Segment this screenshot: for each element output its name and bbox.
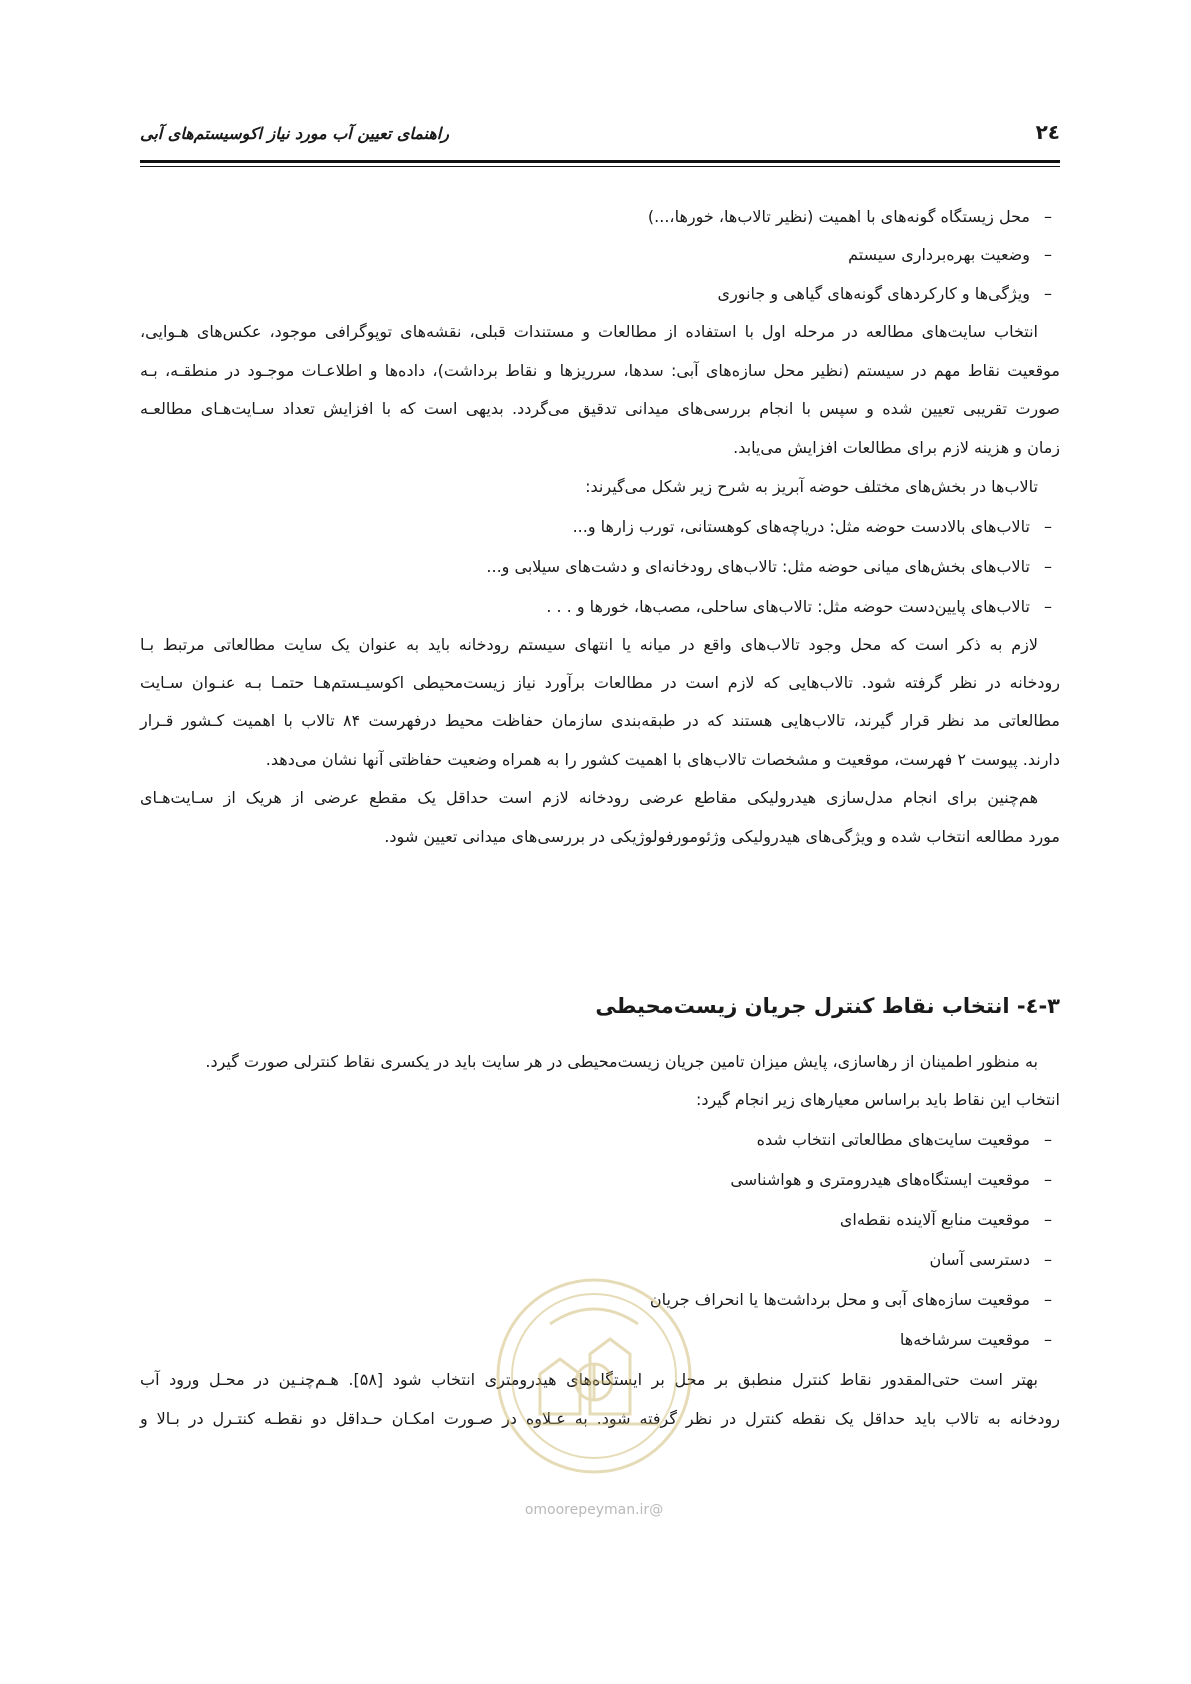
list-item: –وضعیت بهره‌برداری سیستم: [140, 244, 1060, 266]
bullet-dash: –: [1044, 517, 1052, 536]
paragraph-line: دارند. پیوست ۲ فهرست، موقعیت و مشخصات تالاب‌های با اهمیت کشور را به همراه وضعیت حفاظتی آنها نشان می‌دهد.: [265, 750, 1060, 769]
paragraph-line: انتخاب سایت‌های مطالعه در مرحله اول با استفاده از مطالعات و مستندات قبلی، نقشه‌های توپوگرافی موجود، عکس‌های هـوایی،: [140, 322, 1038, 341]
header-rule-thick: [140, 160, 1060, 163]
list-item: –دسترسی آسان: [140, 1249, 1060, 1271]
bullet-dash: –: [1044, 1170, 1052, 1189]
list-item: –موقعیت منابع آلاینده نقطه‌ای: [140, 1209, 1060, 1231]
list-item: –موقعیت سایت‌های مطالعاتی انتخاب شده: [140, 1129, 1060, 1151]
paragraph-line: هم‌چنین برای انجام مدل‌سازی هیدرولیکی مقاطع عرضی رودخانه لازم است حداقل یک مقطع عرضی از هریک از سـایت‌هـای: [140, 788, 1038, 807]
paragraph-line: مورد مطالعه انتخاب شده و ویژگی‌های هیدرولیکی وژئومورفولوژیکی در بررسی‌های میدانی تعیین شود.: [384, 827, 1060, 846]
paragraph-line: صورت تقریبی تعیین شده و سپس با انجام بررسی‌های میدانی تدقیق می‌گردد. بدیهی است که با افزایش تعداد سـایت‌هـای مطالعـه: [140, 399, 1060, 418]
paragraph-line: موقعیت نقاط مهم در سیستم (نظیر محل سازه‌های آبی: سدها، سرریزها و نقاط برداشت)، داده‌ها و اطلاعـات موجـود در منطقـه، بـه: [140, 361, 1060, 380]
paragraph-line: زمان و هزینه لازم برای مطالعات افزایش می‌یابد.: [733, 438, 1060, 457]
paragraph-line: تالاب‌ها در بخش‌های مختلف حوضه آبریز به شرح زیر شکل می‌گیرند:: [585, 477, 1038, 496]
paragraph-line: لازم به ذکر است که محل وجود تالاب‌های واقع در میانه یا انتهای سیستم رودخانه باید به عنوان یک سایت مطالعاتی مرتبط بـا: [140, 635, 1038, 654]
list-item: –تالاب‌های پایین‌دست حوضه مثل: تالاب‌های ساحلی، مصب‌ها، خورها و . . .: [140, 596, 1060, 618]
bullet-dash: –: [1044, 207, 1052, 226]
watermark-logo: [480, 1264, 708, 1524]
bullet-dash: –: [1044, 245, 1052, 264]
list-item: –موقعیت ایستگاه‌های هیدرومتری و هواشناسی: [140, 1169, 1060, 1191]
bullet-dash: –: [1044, 1290, 1052, 1309]
page-number: ۲٤: [1035, 120, 1060, 144]
paragraph-line: رودخانه به تالاب باید حداقل یک نقطه کنترل در نظر گرفته شود. به عـلاوه در صـورت امکـان حـداقل دو نقطـه کنتـرل در بـالا و: [140, 1409, 1060, 1428]
bullet-dash: –: [1044, 1330, 1052, 1349]
bullet-dash: –: [1044, 597, 1052, 616]
paragraph-line: به منظور اطمینان از رهاسازی، پایش میزان تامین جریان زیست‌محیطی در هر سایت باید در یکسری نقاط کنترلی صورت گیرد.: [205, 1052, 1038, 1071]
watermark-text: @omoorepeyman.ir: [524, 1502, 664, 1518]
list-item: –محل زیستگاه گونه‌های با اهمیت (نظیر تالاب‌ها، خورها،...): [140, 206, 1060, 228]
paragraph-line: مطالعاتی مد نظر قرار گیرند، تالاب‌هایی هستند که در طبقه‌بندی سازمان حفاظت محیط درفهرست ۸۴ تالاب با اهمیت کـشور قـرار: [140, 711, 1061, 730]
paragraph-line: انتخاب این نقاط باید براساس معیارهای زیر انجام گیرد:: [695, 1090, 1060, 1109]
bullet-dash: –: [1044, 1210, 1052, 1229]
header-rule-thin: [140, 166, 1060, 167]
list-item: –ویژگی‌ها و کارکردهای گونه‌های گیاهی و جانوری: [140, 283, 1060, 305]
list-item: –تالاب‌های بخش‌های میانی حوضه مثل: تالاب‌های رودخانه‌ای و دشت‌های سیلابی و...: [140, 556, 1060, 578]
paragraph-line: رودخانه در نظر گرفته شود. تالاب‌هایی که لازم است در مطالعات برآورد نیاز زیست‌محیطی اکوسیـستم‌هـا حتمـا بـه عنـوان سـایت: [140, 673, 1060, 692]
running-header: [140, 118, 1060, 158]
list-item: –تالاب‌های بالادست حوضه مثل: دریاچه‌های کوهستانی، تورب زارها و...: [140, 516, 1060, 538]
section-heading: ۳-٤- انتخاب نقاط کنترل جریان زیست‌محیطی: [595, 994, 1060, 1018]
bullet-dash: –: [1044, 284, 1052, 303]
list-item: –موقعیت سرشاخه‌ها: [140, 1329, 1060, 1351]
bullet-dash: –: [1044, 557, 1052, 576]
paragraph-line: بهتر است حتی‌المقدور نقاط کنترل منطبق بر محل بر ایستگاه‌های هیدرومتری انتخاب شود [۵۸]. هـم‌چنـین در محـل ورود آب: [140, 1370, 1038, 1389]
header-title: راهنمای تعیین آب مورد نیاز اکوسیستم‌های آبی: [140, 124, 449, 143]
watermark-seal-icon: [480, 1264, 708, 1524]
list-item: –موقعیت سازه‌های آبی و محل برداشت‌ها یا انحراف جریان: [140, 1289, 1060, 1311]
bullet-dash: –: [1044, 1130, 1052, 1149]
bullet-dash: –: [1044, 1250, 1052, 1269]
